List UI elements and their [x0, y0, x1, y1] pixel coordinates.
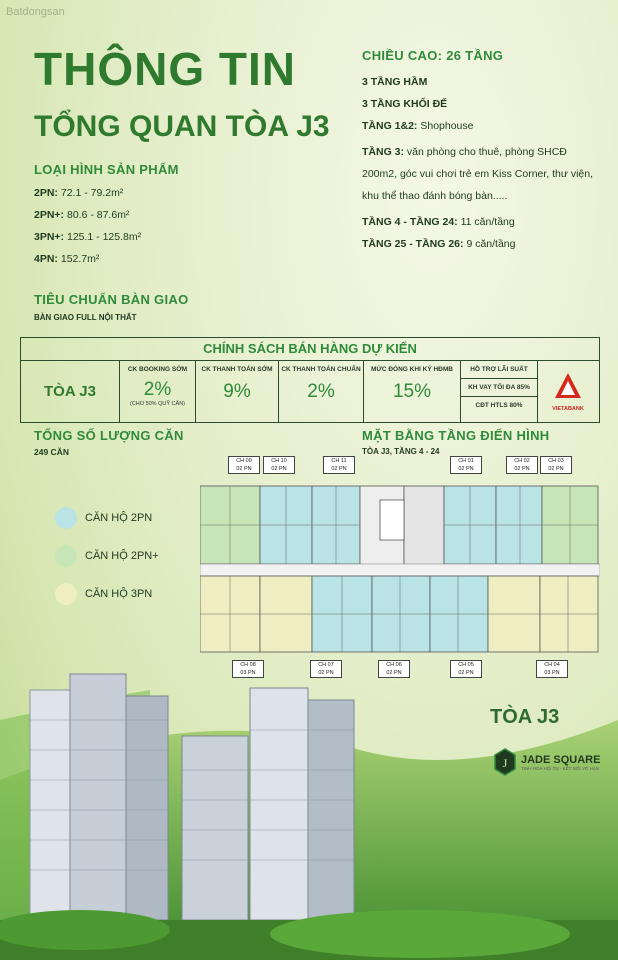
policy-col-sub: (CHO 50% QUỸ CĂN): [129, 401, 185, 407]
policy-col-head: MỨC ĐÓNG KHI KÝ HĐMB: [371, 366, 453, 373]
brand-logo: [494, 748, 600, 776]
policy-col-head: CK BOOKING SỚM: [127, 366, 188, 373]
floor-plan: [200, 480, 600, 658]
brand-name: JADE SQUARE: [521, 753, 601, 766]
height-line: 3 TẦNG HẦM: [362, 76, 428, 88]
unit-label: CH 09 02 PN: [228, 456, 260, 474]
unit-label: CH 04 03 PN: [536, 660, 568, 678]
policy-building-cell: [21, 361, 120, 422]
legend-item: CĂN HỘ 2PN: [55, 506, 159, 530]
product-line: 4PN: 152.7m²: [34, 253, 100, 265]
building-name: TÒA J3: [490, 706, 560, 728]
legend-swatch: [55, 507, 77, 529]
policy-building: TÒA J3: [44, 383, 96, 400]
unit-label: CH 01 02 PN: [450, 456, 482, 474]
bank-cell: [538, 361, 598, 422]
total-section: [34, 428, 184, 457]
policy-col-value: 15%: [392, 381, 432, 402]
unit-label: CH 02 02 PN: [506, 456, 538, 474]
policy-col-value: 2%: [143, 379, 172, 400]
product-section: [34, 162, 179, 265]
policy-col-head: CK THANH TOÁN CHUẨN: [281, 366, 361, 373]
product-line: 3PN+: 125.1 - 125.8m²: [34, 231, 142, 243]
total-value: 249 CĂN: [34, 447, 69, 457]
bank-name: VIETABANK: [552, 406, 584, 412]
height-line: TẦNG 3: văn phòng cho thuê, phòng SHCĐ 200m2, góc vui chơi trẻ em Kiss Corner, thư viện, khu thể thao đánh bóng bàn.....: [362, 146, 594, 202]
policy-col-head: CK THANH TOÁN SỚM: [201, 366, 273, 373]
title-line-2: TỔNG QUAN TÒA J3: [34, 110, 330, 143]
unit-label: CH 05 02 PN: [450, 660, 482, 678]
unit-label: CH 10 02 PN: [263, 456, 295, 474]
policy-col: [120, 361, 196, 422]
jade-logo-icon: [494, 748, 516, 776]
unit-label: CH 08 03 PN: [232, 660, 264, 678]
title-line-1: THÔNG TIN: [34, 43, 296, 95]
legend-swatch: [55, 545, 77, 567]
policy-support-1: KH VAY TỐI ĐA 85%: [468, 384, 530, 391]
policy-col: [364, 361, 461, 422]
policy-support-cell: [461, 361, 538, 422]
height-line: 3 TẦNG KHỐI ĐẾ: [362, 98, 448, 110]
unit-legend: [55, 506, 159, 620]
plan-heading: MẶT BẰNG TẦNG ĐIỂN HÌNH: [362, 428, 550, 443]
policy-support-head: HỖ TRỢ LÃI SUẤT: [470, 366, 528, 373]
total-heading: TỔNG SỐ LƯỢNG CĂN: [34, 428, 184, 443]
height-heading: CHIỀU CAO: 26 TẦNG: [362, 48, 504, 63]
product-heading: LOẠI HÌNH SẢN PHẨM: [34, 162, 179, 177]
watermark: Batdongsan: [6, 6, 65, 18]
policy-col-value: 2%: [307, 381, 335, 402]
height-line: TẦNG 1&2: Shophouse: [362, 120, 474, 132]
svg-text:J: J: [502, 756, 508, 770]
plan-subheading: TÒA J3, TẦNG 4 - 24: [362, 447, 440, 456]
height-line: TẦNG 25 - TẦNG 26: 9 căn/tầng: [362, 238, 516, 250]
legend-item: CĂN HỘ 2PN+: [55, 544, 159, 568]
legend-item: CĂN HỘ 3PN: [55, 582, 159, 606]
height-line: TẦNG 4 - TẦNG 24: 11 căn/tầng: [362, 216, 515, 228]
unit-label: CH 03 02 PN: [540, 456, 572, 474]
height-section: [362, 48, 602, 251]
bank-logo-icon: [553, 371, 583, 401]
handover-section: [34, 292, 188, 322]
sales-policy-table: [20, 337, 600, 423]
unit-label: CH 06 02 PN: [378, 660, 410, 678]
policy-support-2: CĐT HTLS 80%: [475, 402, 523, 409]
legend-swatch: [55, 583, 77, 605]
building-render: [0, 660, 618, 960]
product-line: 2PN: 72.1 - 79.2m²: [34, 187, 124, 199]
unit-label: CH 07 02 PN: [310, 660, 342, 678]
unit-label: CH 11 02 PN: [323, 456, 355, 474]
policy-col: [279, 361, 364, 422]
policy-col-value: 9%: [223, 381, 251, 402]
handover-heading: TIÊU CHUẨN BÀN GIAO: [34, 292, 189, 307]
product-line: 2PN+: 80.6 - 87.6m²: [34, 209, 130, 221]
policy-title: CHÍNH SÁCH BÁN HÀNG DỰ KIẾN: [21, 338, 599, 361]
handover-text: BÀN GIAO FULL NỘI THẤT: [34, 313, 137, 322]
brand-tagline: TINH HOA HỘI TỤ - KẾT NỐI VÔ HẠN: [521, 765, 600, 771]
policy-col: [196, 361, 279, 422]
